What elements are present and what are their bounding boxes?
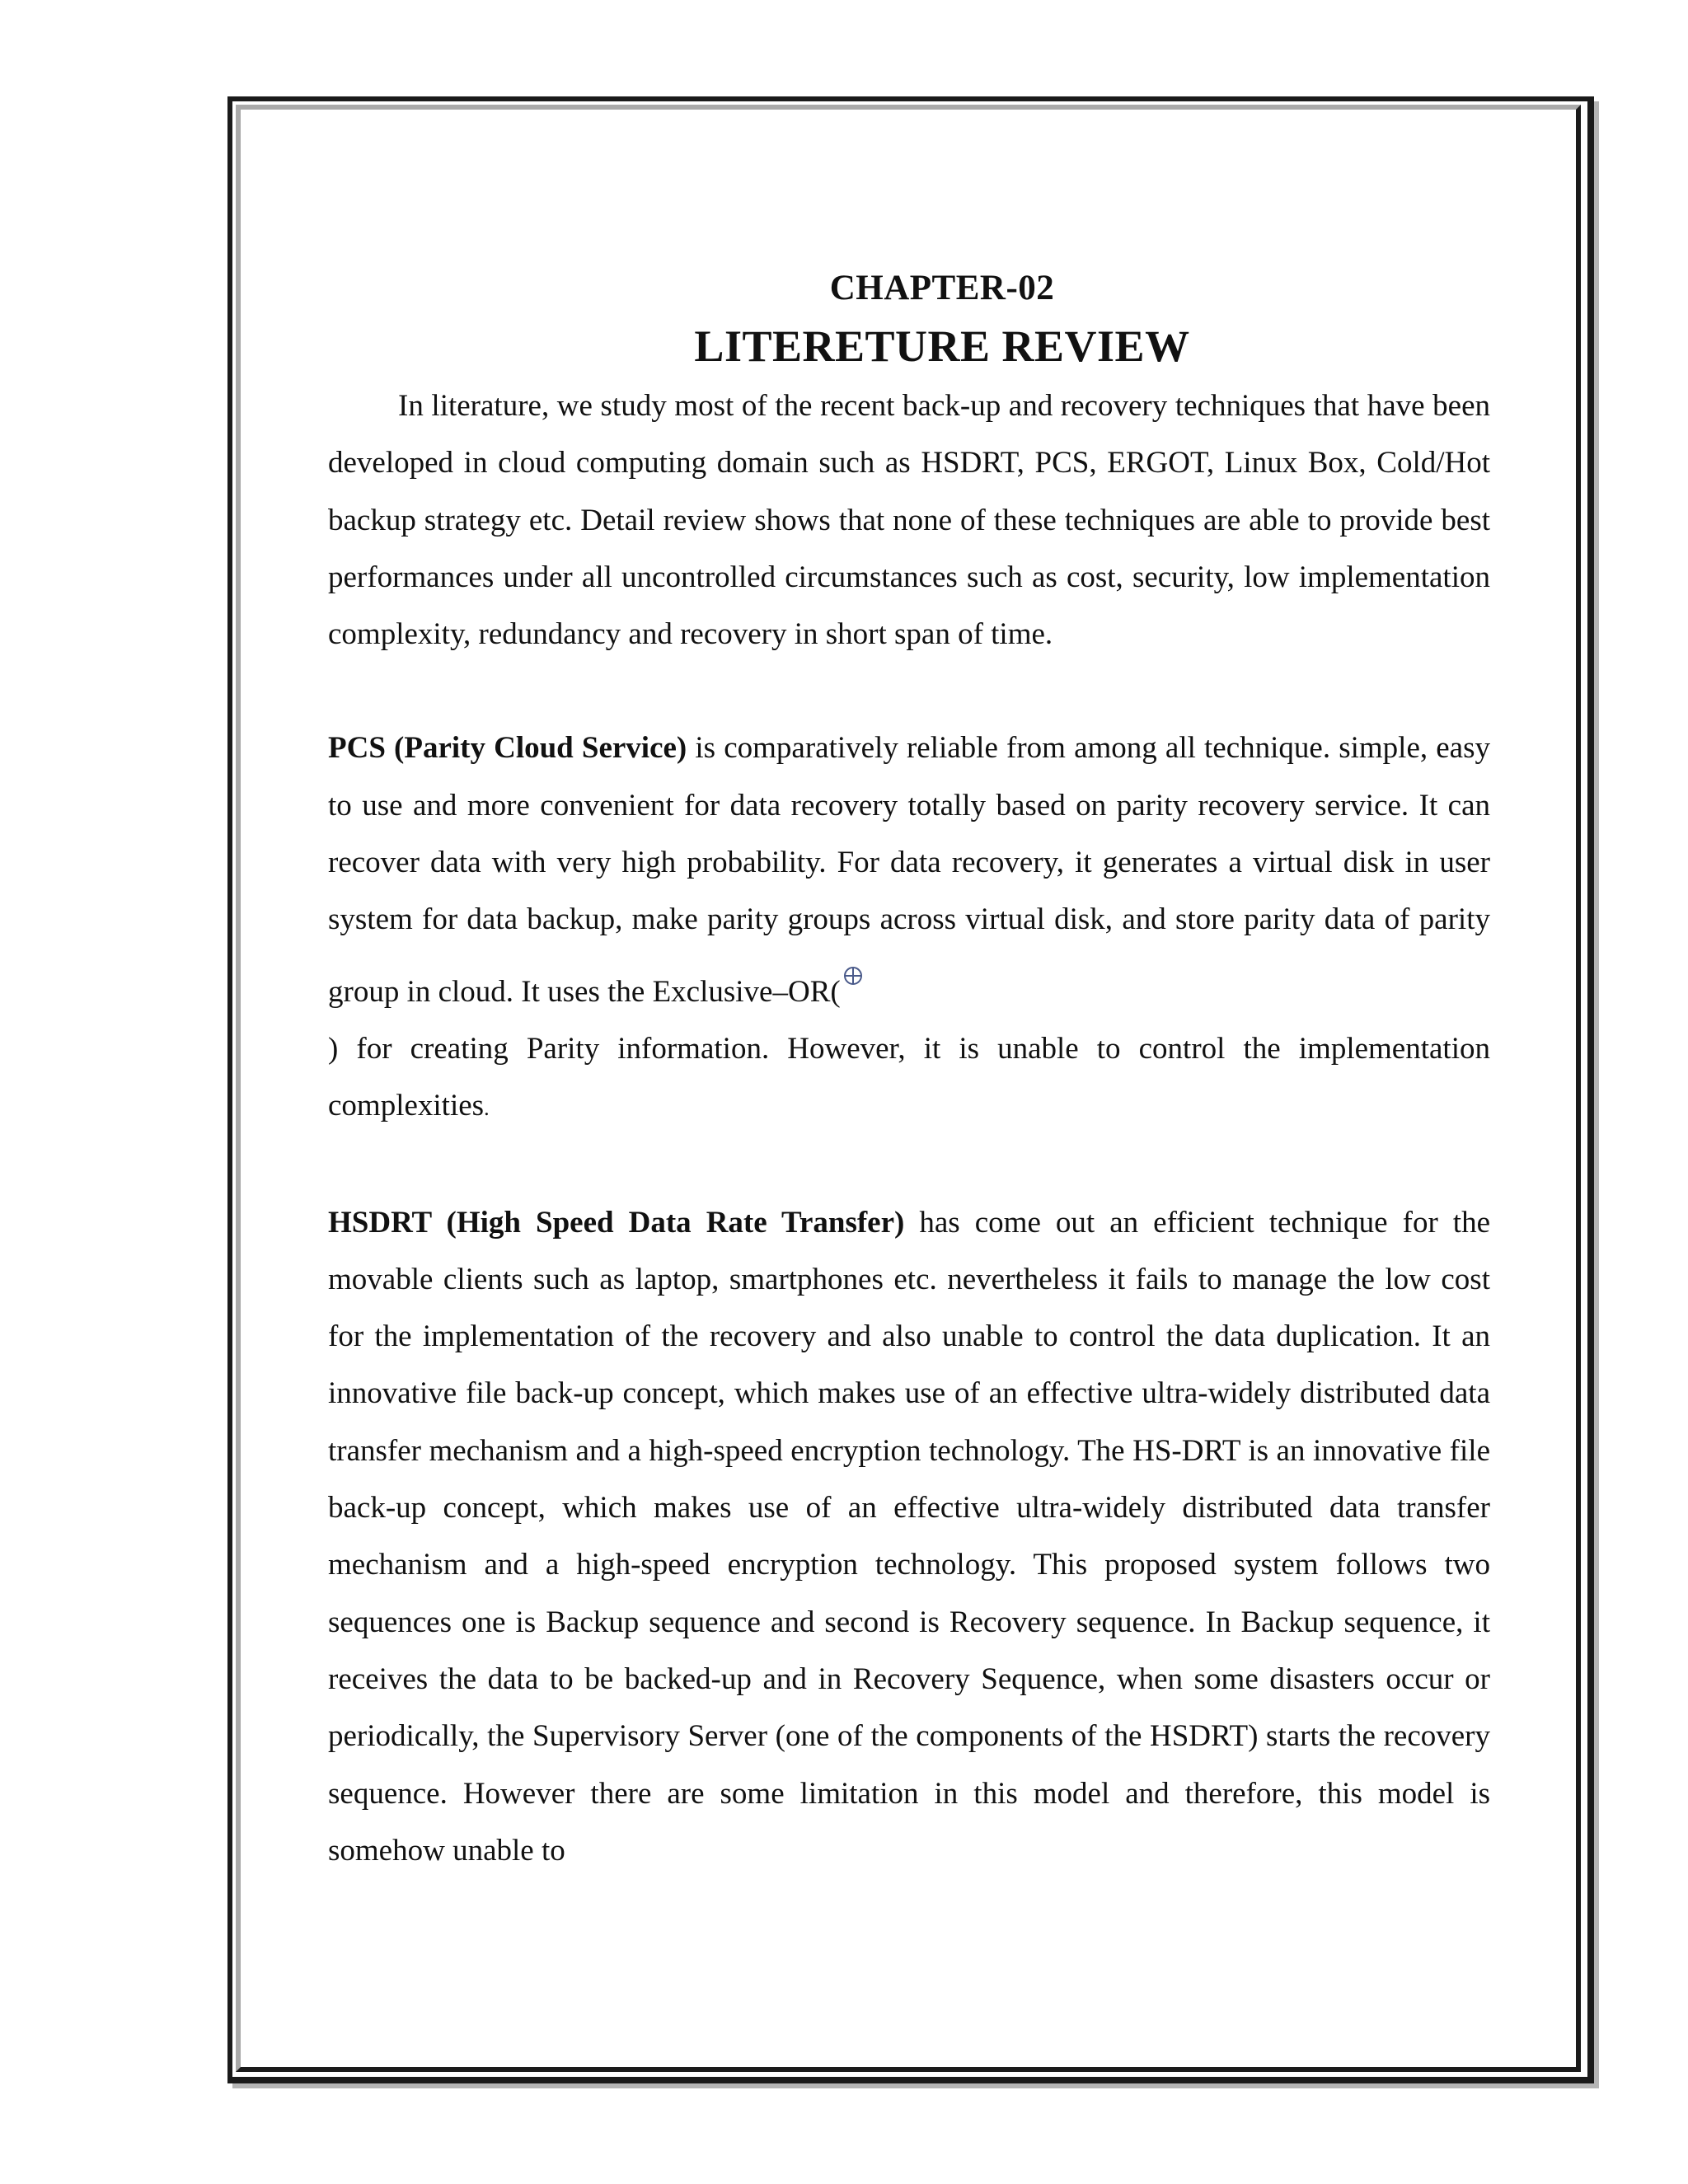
hsdrt-text: has come out an efficient technique for the movable clients such as laptop, smartphones etc. nevertheless it fails to manage the low cost for the implementation of the recovery and also unable to control the data duplication. It an innovative file back-up concept, which makes use of an effective ultra-widely distributed data transfer mechanism and a high-speed encryption technology. The HS-DRT is an innovative file back-up concept, which makes use of an effective ultra-widely distributed data transfer mechanism and a high-speed encryption technology. This proposed system follows two sequences one is Backup sequence and second is Recovery sequence. In Backup sequence, it receives the data to be backed-up and in Recovery Sequence, when some disasters occur or periodically, the Supervisory Server (one of the components of the HSDRT) starts the recovery sequence. However there are some limitation in this model and therefore, this model is somehow unable to — [328, 1205, 1490, 1868]
hsdrt-term: HSDRT (High Speed Data Rate Transfer) — [328, 1205, 905, 1240]
pcs-text-after-symbol: ) for creating Parity information. However, it is unable to control the implementation complexities — [328, 1031, 1490, 1123]
paragraph-spacer — [328, 663, 1490, 719]
hsdrt-paragraph — [328, 1194, 1490, 1880]
paragraph-spacer — [328, 1137, 1490, 1194]
intro-paragraph: In literature, we study most of the recent back-up and recovery techniques that have been developed in cloud computing domain such as HSDRT, PCS, ERGOT, Linux Box, Cold/Hot backup strategy etc. Detail review shows that none of these techniques are able to provide best performances under all uncontrolled circumstances such as cost, security, low implementation complexity, redundancy and recovery in short span of time. — [328, 389, 1490, 652]
pcs-paragraph — [328, 719, 1490, 1137]
page-frame-shadow-right — [1594, 101, 1599, 2088]
chapter-number: CHAPTER-02 — [829, 269, 1055, 307]
pcs-text-before-symbol: is comparatively reliable from among all technique. simple, easy to use and more convenient for data recovery totally based on parity recovery service. It can recover data with very high probability. For data recovery, it generates a virtual disk in user system for data backup, make parity groups across virtual disk, and store parity data of parity group in cloud. It uses the Exclusive–OR( — [328, 731, 1490, 1009]
page-frame-shadow-bottom — [232, 2083, 1599, 2088]
page-content — [328, 262, 1490, 1879]
chapter-title: LITERETURE REVIEW — [694, 321, 1190, 371]
pcs-trailing-period: . — [484, 1096, 490, 1121]
pcs-term: PCS (Parity Cloud Service) — [328, 731, 687, 766]
circled-plus-icon — [842, 949, 864, 970]
